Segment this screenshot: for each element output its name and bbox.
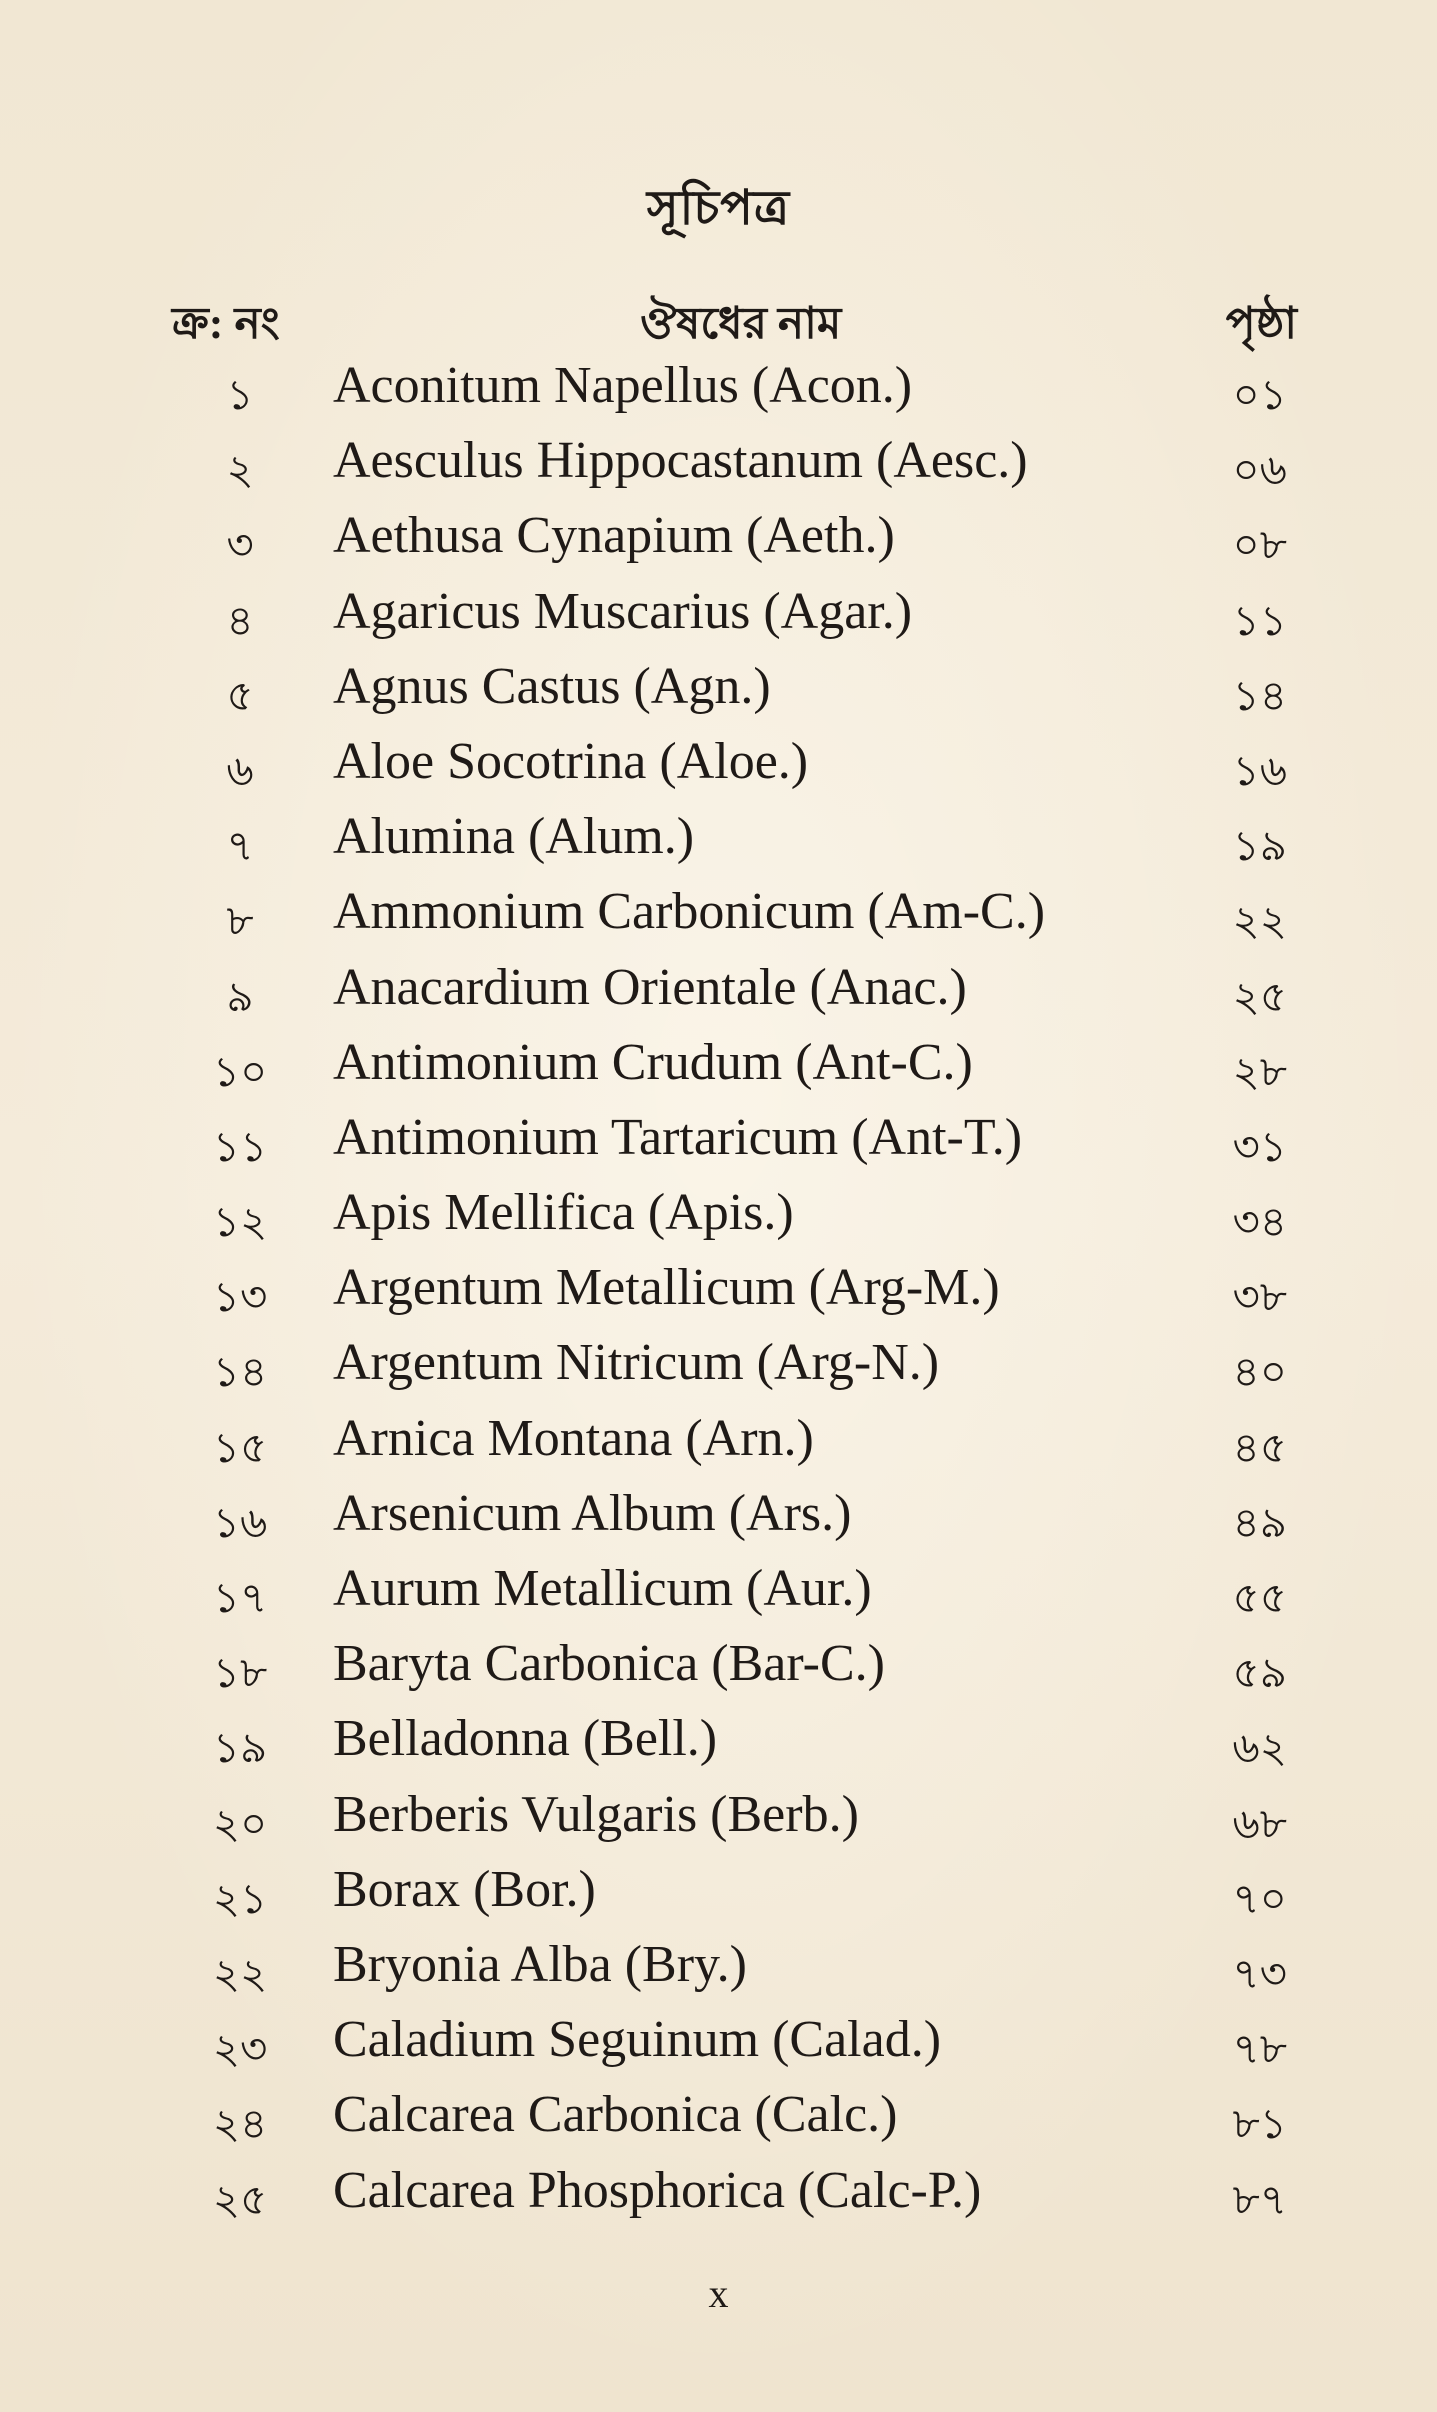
serial-number: ৬ xyxy=(226,748,254,795)
medicine-name: Aethusa Cynapium (Aeth.) xyxy=(333,507,895,565)
folio: x xyxy=(708,2271,729,2316)
page-number: ২৫ xyxy=(1232,974,1287,1021)
table-row xyxy=(0,1183,1437,1258)
page-number: ১৯ xyxy=(1232,824,1287,871)
medicine-name: Baryta Carbonica (Bar-C.) xyxy=(333,1635,885,1693)
serial-number: ১৮ xyxy=(212,1651,268,1698)
medicine-name: Antimonium Tartaricum (Ant-T.) xyxy=(333,1108,1023,1166)
page-number: ৪৯ xyxy=(1232,1500,1287,1547)
page-number: ৫৯ xyxy=(1232,1651,1287,1698)
medicine-name: Agaricus Muscarius (Agar.) xyxy=(333,582,913,640)
medicine-name: Borax (Bor.) xyxy=(333,1860,596,1918)
page-number: ১৬ xyxy=(1232,748,1287,795)
medicine-name: Belladonna (Bell.) xyxy=(333,1710,718,1768)
table-row xyxy=(0,1108,1437,1183)
serial-number: ৪ xyxy=(226,598,254,645)
medicine-name: Berberis Vulgaris (Berb.) xyxy=(333,1785,859,1843)
serial-number: ২৪ xyxy=(212,2102,268,2149)
serial-number-header: ক্র: নং xyxy=(172,299,280,348)
table-row xyxy=(0,807,1437,882)
page-number: ৩৪ xyxy=(1232,1200,1287,1247)
serial-number: ১৯ xyxy=(212,1726,268,1773)
serial-number: ২৫ xyxy=(212,2177,268,2224)
page-number: ৭৩ xyxy=(1232,1951,1287,1998)
page-title: সূচিপত্র xyxy=(646,182,791,235)
serial-number: ১ xyxy=(226,373,254,419)
table-row xyxy=(0,882,1437,957)
medicine-name: Alumina (Alum.) xyxy=(333,808,695,866)
page-number: ৮৭ xyxy=(1232,2177,1287,2224)
table-row xyxy=(0,1484,1437,1559)
medicine-name: Caladium Seguinum (Calad.) xyxy=(333,2011,942,2069)
medicine-name: Calcarea Phosphorica (Calc-P.) xyxy=(333,2161,982,2219)
table-row xyxy=(0,356,1437,431)
table-row xyxy=(0,582,1437,657)
table-row xyxy=(0,2085,1437,2160)
serial-number: ৮ xyxy=(226,899,254,946)
table-row xyxy=(0,1709,1437,1784)
contents-list xyxy=(0,356,1437,2236)
table-row xyxy=(0,431,1437,506)
medicine-name: Argentum Metallicum (Arg-M.) xyxy=(333,1259,1000,1317)
table-row xyxy=(0,1409,1437,1484)
page-number: ৬৮ xyxy=(1232,1801,1287,1848)
table-row xyxy=(0,1634,1437,1709)
medicine-name: Aesculus Hippocastanum (Aesc.) xyxy=(333,432,1028,490)
serial-number: ১৩ xyxy=(212,1275,268,1322)
page-number: ১৪ xyxy=(1232,673,1287,720)
medicine-name: Bryonia Alba (Bry.) xyxy=(333,1935,747,1993)
serial-number: ৯ xyxy=(226,974,254,1021)
table-row xyxy=(0,2161,1437,2236)
serial-number: ২৩ xyxy=(212,2027,268,2074)
table-row xyxy=(0,2010,1437,2085)
table-row xyxy=(0,958,1437,1033)
table-row xyxy=(0,657,1437,732)
serial-number: ১৪ xyxy=(212,1350,268,1397)
table-row xyxy=(0,506,1437,581)
medicine-name: Aurum Metallicum (Aur.) xyxy=(333,1560,872,1617)
serial-number: ১২ xyxy=(212,1200,268,1247)
serial-number: ১১ xyxy=(212,1124,268,1171)
table-row xyxy=(0,1935,1437,2010)
table-row xyxy=(0,1033,1437,1108)
page-number: ২৮ xyxy=(1232,1049,1287,1096)
table-header xyxy=(0,282,1437,352)
page-number: ০৬ xyxy=(1232,448,1287,495)
serial-number: ১০ xyxy=(212,1049,268,1096)
table-row xyxy=(0,1860,1437,1935)
medicine-name: Ammonium Carbonicum (Am-C.) xyxy=(333,883,1046,941)
serial-number: ১৬ xyxy=(212,1500,268,1547)
page-number: ১১ xyxy=(1232,598,1287,645)
table-row xyxy=(0,1333,1437,1408)
medicine-name: Anacardium Orientale (Anac.) xyxy=(333,958,967,1016)
page-number: ৪০ xyxy=(1232,1350,1287,1397)
table-row xyxy=(0,1258,1437,1333)
page-number: ৪৫ xyxy=(1232,1425,1287,1472)
serial-number: ৫ xyxy=(226,673,254,720)
medicine-name: Apis Mellifica (Apis.) xyxy=(333,1184,794,1242)
page-number: ০১ xyxy=(1232,373,1287,419)
page-number: ২২ xyxy=(1232,899,1287,946)
page-number: ৫৫ xyxy=(1232,1576,1287,1622)
medicine-name: Aloe Socotrina (Aloe.) xyxy=(333,732,809,790)
serial-number: ৩ xyxy=(226,523,254,570)
serial-number: ৭ xyxy=(226,824,254,871)
page-number: ৩৮ xyxy=(1232,1275,1287,1322)
serial-number: ২০ xyxy=(212,1801,268,1848)
page-number: ৭০ xyxy=(1232,1876,1287,1923)
medicine-name: Antimonium Crudum (Ant-C.) xyxy=(333,1033,973,1091)
page-number: ৩১ xyxy=(1232,1124,1287,1171)
page-number: ৬২ xyxy=(1232,1726,1287,1773)
medicine-name: Arsenicum Album (Ars.) xyxy=(333,1484,852,1542)
medicine-name-header: ঔষধের নাম xyxy=(640,299,842,348)
medicine-name: Aconitum Napellus (Acon.) xyxy=(333,357,913,414)
serial-number: ২২ xyxy=(212,1951,268,1998)
medicine-name: Argentum Nitricum (Arg-N.) xyxy=(333,1334,940,1392)
medicine-name: Arnica Montana (Arn.) xyxy=(333,1409,814,1467)
serial-number: ১৭ xyxy=(212,1576,268,1622)
table-row xyxy=(0,1559,1437,1634)
page-number-header: পৃষ্ঠা xyxy=(1225,299,1297,348)
medicine-name: Agnus Castus (Agn.) xyxy=(333,657,771,715)
serial-number: ২১ xyxy=(212,1876,268,1923)
page-number: ০৮ xyxy=(1232,523,1287,570)
serial-number: ১৫ xyxy=(212,1425,268,1472)
page-number: ৮১ xyxy=(1232,2102,1287,2149)
table-row xyxy=(0,1785,1437,1860)
medicine-name: Calcarea Carbonica (Calc.) xyxy=(333,2086,898,2144)
table-row xyxy=(0,732,1437,807)
page-number: ৭৮ xyxy=(1232,2027,1287,2074)
serial-number: ২ xyxy=(226,448,254,495)
